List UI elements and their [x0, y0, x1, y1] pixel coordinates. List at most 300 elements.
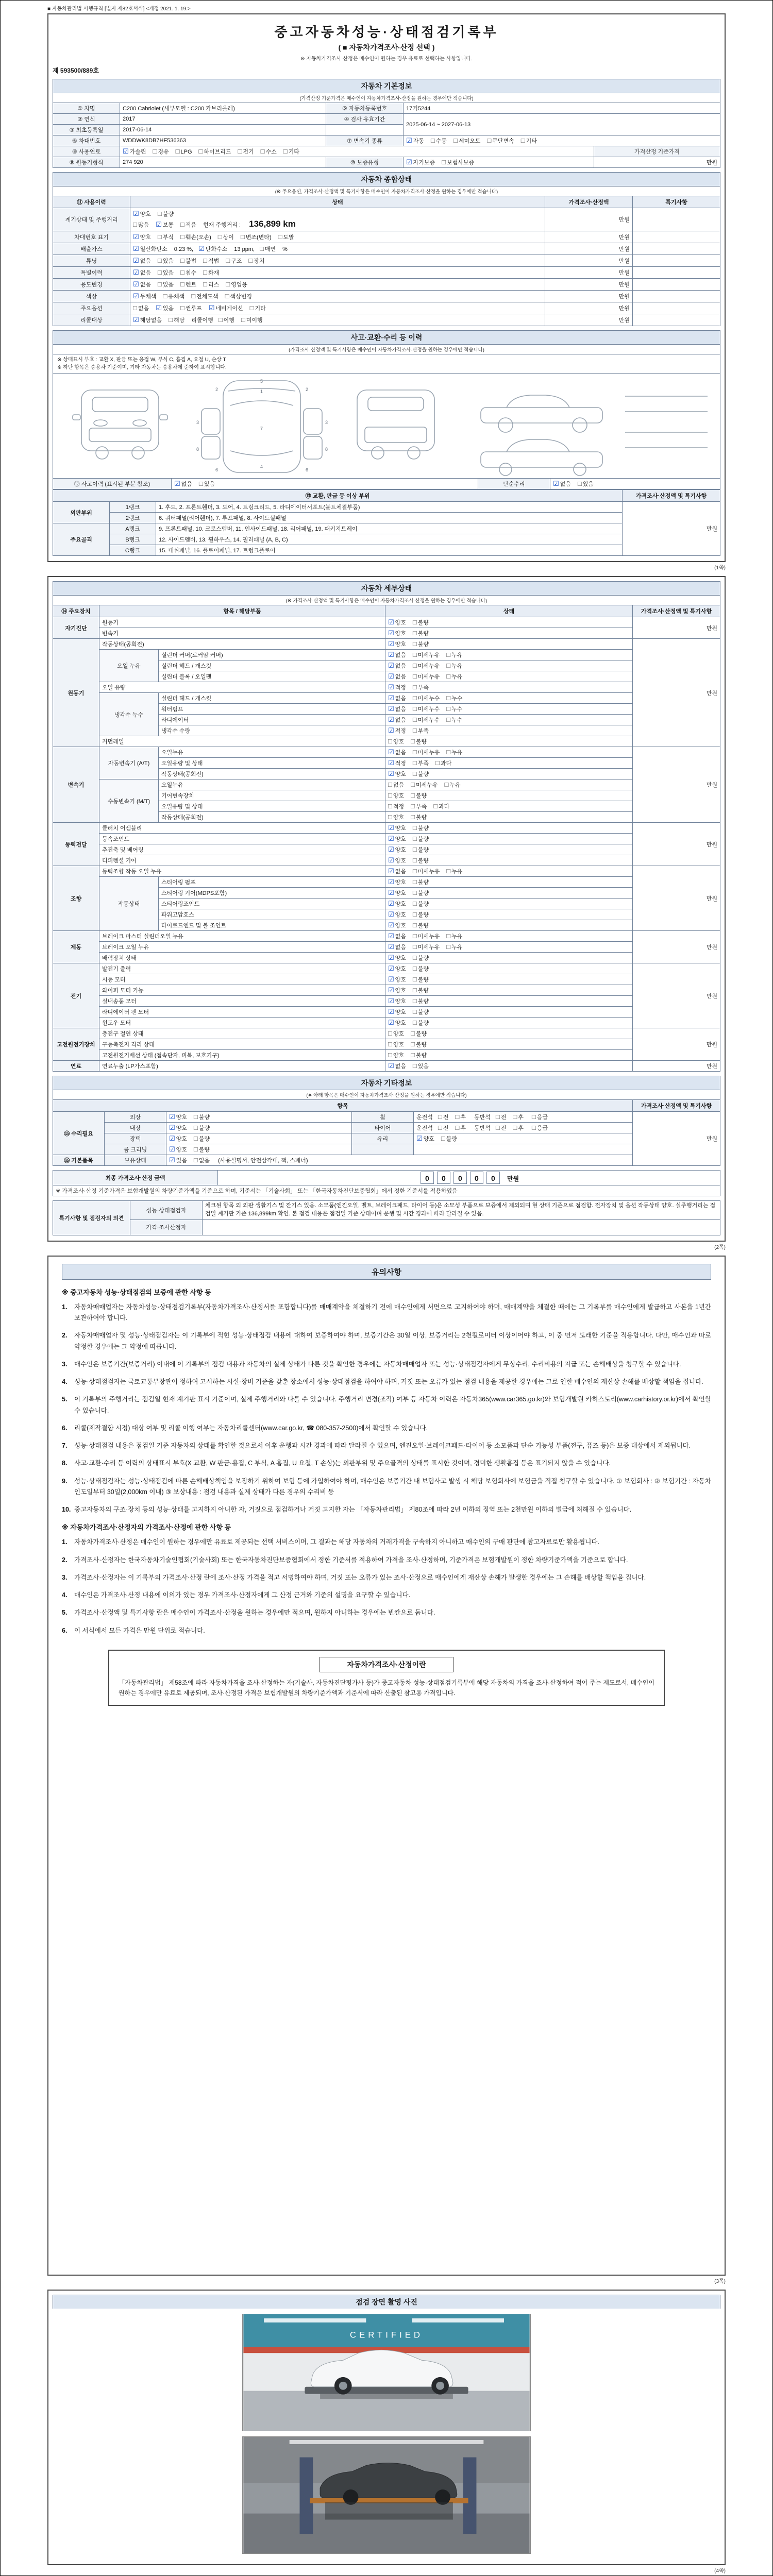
checkbox-있음[interactable] [169, 1156, 187, 1164]
checkbox-이행[interactable] [219, 316, 234, 324]
checkbox-미세누유[interactable] [413, 943, 440, 951]
checkbox-과다[interactable] [433, 802, 449, 810]
checkbox-없음[interactable] [388, 748, 406, 756]
exchange-row [53, 523, 720, 534]
checkbox-불량[interactable] [413, 1008, 429, 1016]
checkbox-무채색[interactable] [133, 292, 157, 300]
checkbox-전[interactable] [438, 1113, 449, 1121]
checkbox-양호[interactable] [169, 1134, 187, 1143]
checkbox-영업용[interactable] [226, 280, 247, 289]
checkbox-없음[interactable] [133, 257, 151, 265]
notice-list-appraisal [62, 1537, 711, 1636]
checkbox-불량[interactable] [158, 210, 174, 218]
checkbox-없음[interactable] [388, 651, 406, 659]
checkbox-양호[interactable] [388, 770, 406, 778]
checkbox-불량[interactable] [413, 835, 429, 843]
checkbox-미세누유[interactable] [411, 781, 438, 789]
checkbox-누유[interactable] [446, 672, 462, 681]
checkbox-있음[interactable] [156, 304, 174, 312]
checkbox-누유[interactable] [446, 748, 462, 756]
checkbox-불량[interactable] [413, 1019, 429, 1027]
checkbox-불량[interactable] [413, 640, 429, 648]
vehicle-name-value: C200 Cabriolet (세부모델 : C200 카브리올레) [120, 103, 326, 114]
checkbox-양호[interactable] [388, 791, 404, 800]
checkbox-전[interactable] [496, 1113, 507, 1121]
checkbox-없음[interactable] [388, 694, 406, 702]
checkbox-glyph: ☑ [133, 210, 139, 217]
checkbox-미세누수[interactable] [413, 694, 440, 702]
exchange-header: ⑬ 교환, 판금 등 이상 부위 [53, 490, 623, 502]
checkbox-label: 누유 [449, 782, 461, 788]
checkbox-자동[interactable] [406, 137, 424, 145]
note-cell [633, 255, 720, 267]
checkbox-있음[interactable] [158, 280, 174, 289]
checkbox-glyph: □ [412, 900, 417, 907]
page-mark-2: (2쪽) [714, 1244, 726, 1250]
checkbox-불량[interactable] [411, 1029, 427, 1038]
checkbox-양호[interactable] [388, 878, 406, 886]
checkbox-glyph: ☑ [388, 878, 394, 886]
checkbox-label: 화재 [208, 270, 220, 276]
detail-row [53, 877, 720, 888]
checkbox-전체도색[interactable] [191, 292, 218, 300]
checkbox-glyph: □ [495, 1124, 500, 1131]
checkbox-전기[interactable] [238, 147, 254, 156]
checkbox-없음[interactable] [388, 943, 406, 951]
checkbox-glyph: □ [412, 694, 417, 702]
usage-history-row [53, 279, 720, 291]
checkbox-없음[interactable] [388, 781, 404, 789]
item-state [385, 985, 633, 996]
checkbox-부족[interactable] [411, 802, 427, 810]
appraiser-label: 가격·조사산정자 [130, 1219, 203, 1235]
final-price-label: 최종 가격조사·산정 금액 [53, 1171, 218, 1185]
checkbox-label: 있음 [162, 282, 174, 288]
overall-header-state: 상태 [130, 196, 545, 208]
checkbox-일산화탄소[interactable] [133, 245, 167, 253]
checkbox-양호[interactable] [416, 1134, 434, 1143]
checkbox-label: 양호 [395, 977, 406, 983]
checkbox-적음[interactable] [180, 221, 196, 229]
note-cell [633, 208, 720, 231]
checkbox-label: 기타 [288, 149, 299, 155]
checkbox-없음[interactable] [388, 1062, 406, 1070]
checkbox-glyph: □ [241, 316, 245, 324]
checkbox-양호[interactable] [388, 813, 404, 821]
checkbox-렌트[interactable] [180, 280, 196, 289]
checkbox-glyph: □ [513, 1124, 517, 1131]
checkbox-glyph: □ [577, 480, 582, 487]
checkbox-label: 전체도색 [196, 294, 219, 300]
checkbox-glyph: □ [446, 694, 451, 702]
checkbox-부족[interactable] [413, 726, 429, 735]
checkbox-미이행[interactable] [241, 316, 263, 324]
field-label-name: ① 차명 [53, 103, 120, 114]
checkbox-불량[interactable] [411, 791, 427, 800]
checkbox-양호[interactable] [388, 1040, 404, 1048]
item-state [385, 920, 633, 931]
checkbox-있음[interactable] [413, 1062, 429, 1070]
checkbox-불량[interactable] [413, 986, 429, 994]
checkbox-label: 불량 [415, 739, 427, 745]
checkbox-양호[interactable] [169, 1124, 187, 1132]
checkbox-label: 미세누수 [417, 706, 440, 713]
checkbox-해당없음[interactable] [133, 316, 162, 324]
checkbox-label: 보통 [162, 222, 174, 228]
checkbox-유채색[interactable] [163, 292, 185, 300]
checkbox-없음[interactable] [194, 1156, 210, 1164]
detail-price-cell: 만원 [633, 617, 720, 639]
checkbox-응급[interactable] [532, 1113, 548, 1121]
checkbox-미세누유[interactable] [413, 662, 440, 670]
checkbox-양호[interactable] [388, 900, 406, 908]
svg-text:3: 3 [325, 420, 328, 425]
checkbox-glyph: □ [438, 1124, 442, 1131]
checkbox-label: 양호 [395, 966, 406, 972]
checkbox-색상변경[interactable] [225, 292, 252, 300]
checkbox-화재[interactable] [203, 268, 219, 277]
checkbox-양호[interactable] [388, 629, 406, 637]
price-cell: 만원 [545, 231, 633, 243]
checkbox-label: 무단변속 [492, 138, 514, 144]
section-title-basic: 자동차 기본정보 [53, 79, 720, 93]
detail-row [53, 931, 720, 942]
checkbox-기타[interactable] [283, 147, 299, 156]
checkbox-불량[interactable] [413, 997, 429, 1005]
checkbox-적정[interactable] [388, 759, 406, 767]
checkbox-glyph: ☑ [133, 292, 139, 300]
checkbox-미세누수[interactable] [413, 705, 440, 713]
checkbox-glyph: ☑ [388, 651, 394, 658]
checkbox-하이브리드[interactable] [199, 147, 231, 156]
checkbox-양호[interactable] [388, 835, 406, 843]
checkbox-불량[interactable] [441, 1134, 457, 1143]
note-cell [633, 279, 720, 291]
notice-item [62, 1537, 711, 1548]
checkbox-누유[interactable] [446, 943, 462, 951]
checkbox-상이[interactable] [218, 233, 234, 241]
checkbox-glyph: □ [180, 280, 184, 288]
checkbox-불량[interactable] [411, 813, 427, 821]
checkbox-양호[interactable] [133, 233, 151, 241]
item-label: 추진축 및 베어링 [99, 844, 385, 855]
checkbox-glyph: □ [412, 845, 417, 853]
checkbox-후[interactable] [455, 1113, 466, 1121]
checkbox-불량[interactable] [411, 1051, 427, 1059]
checkbox-불량[interactable] [411, 737, 427, 745]
checkbox-양호[interactable] [388, 986, 406, 994]
checkbox-경유[interactable] [153, 147, 169, 156]
checkbox-불량[interactable] [413, 900, 429, 908]
notice-item-number: 9. [62, 1477, 68, 1485]
detail-row [53, 963, 720, 974]
checkbox-label: 장치 [254, 258, 265, 264]
document-header [53, 19, 720, 63]
checkbox-탄화수소[interactable] [198, 245, 227, 253]
checkbox-없음[interactable] [388, 705, 406, 713]
checkbox-양호[interactable] [388, 964, 406, 973]
checkbox-label: 양호 [140, 211, 151, 217]
checkbox-불량[interactable] [413, 954, 429, 962]
checkbox-불량[interactable] [194, 1113, 210, 1121]
checkbox-매연[interactable] [260, 245, 276, 253]
checkbox-수소[interactable] [261, 147, 277, 156]
checkbox-양호[interactable] [133, 210, 151, 218]
usage-history-row [53, 302, 720, 314]
checkbox-리스[interactable] [203, 280, 219, 289]
checkbox-없음[interactable] [133, 280, 151, 289]
checkbox-보험사보증[interactable] [442, 158, 474, 166]
checkbox-label: 양호 [176, 1114, 187, 1121]
checkbox-label: 양호 [393, 739, 405, 745]
checkbox-label: 양호 [140, 234, 151, 241]
detail-row [53, 1050, 720, 1061]
checkbox-적정[interactable] [388, 726, 406, 735]
checkbox-label: 적정 [393, 804, 405, 810]
checkbox-불량[interactable] [413, 856, 429, 865]
checkbox-불량[interactable] [413, 889, 429, 897]
checkbox-LPG[interactable] [176, 147, 192, 155]
notice-item-text: 가격조사·산정자는 한국자동차기술인협회(기술사회) 또는 한국자동차진단보증협회에서 정한 기준서를 적용하여 가격을 조사·산정하며, 기준가격은 보험개발원이 정한 차량기준가액을 기준으로 합니다. [74, 1556, 628, 1564]
checkbox-누수[interactable] [446, 694, 462, 702]
note-cell [633, 243, 720, 255]
checkbox-양호[interactable] [388, 845, 406, 854]
checkbox-glyph: □ [388, 1040, 392, 1048]
checkbox-glyph: ☑ [388, 835, 394, 842]
checkbox-누유[interactable] [446, 867, 462, 875]
checkbox-불량[interactable] [413, 770, 429, 778]
notice-item [62, 1423, 711, 1434]
checkbox-양호[interactable] [388, 1029, 404, 1038]
checkbox-불량[interactable] [413, 824, 429, 832]
item-label: 동력조향 작동 오일 누유 [99, 866, 385, 877]
checkbox-전[interactable] [438, 1124, 449, 1132]
exchange-price-cell: 만원 [623, 502, 720, 556]
checkbox-미세누유[interactable] [413, 748, 440, 756]
checkbox-적법[interactable] [203, 257, 219, 265]
checkbox-불량[interactable] [413, 921, 429, 929]
detail-row [53, 974, 720, 985]
checkbox-양호[interactable] [388, 737, 404, 745]
checkbox-없음[interactable] [133, 268, 151, 277]
checkbox-glyph: □ [388, 781, 392, 788]
checkbox-네비게이션[interactable] [209, 304, 243, 312]
checkbox-없음[interactable] [388, 662, 406, 670]
checkbox-누유[interactable] [445, 781, 461, 789]
notice-item-text: 가격조사·산정자는 이 기록부의 가격조사·산정 란에 조사·산정 가격을 적고 서명하여야 하며, 거짓 또는 오류가 있는 조사·산정으로 매수인에게 재산상 손해가 발생한 경우에는 그 손해를 배상할 책임을 집니다. [74, 1573, 646, 1581]
checkbox-양호[interactable] [388, 921, 406, 929]
checkbox-불량[interactable] [413, 618, 429, 626]
checkbox-glyph: □ [157, 280, 162, 288]
notice-item [62, 1330, 711, 1352]
checkbox-glyph: □ [412, 1019, 417, 1026]
checkbox-glyph: □ [446, 672, 451, 680]
checkbox-세미오토[interactable] [453, 137, 480, 145]
checkbox-누수[interactable] [446, 705, 462, 713]
checkbox-없음[interactable] [133, 304, 149, 312]
checkbox-있음[interactable] [158, 268, 174, 277]
checkbox-보통[interactable] [156, 221, 174, 229]
checkbox-양호[interactable] [388, 640, 406, 648]
glass-options [414, 1133, 633, 1144]
checkbox-불량[interactable] [413, 910, 429, 919]
checkbox-무단변속[interactable] [487, 137, 514, 145]
checkbox-훼손(오손)[interactable] [180, 233, 211, 241]
checkbox-없음[interactable] [553, 480, 571, 488]
checkbox-누유[interactable] [446, 932, 462, 940]
checkbox-도말[interactable] [278, 233, 294, 241]
checkbox-없음[interactable] [388, 867, 406, 875]
usage-history-row [53, 314, 720, 326]
checkbox-없음[interactable] [388, 672, 406, 681]
checkbox-label: 불량 [417, 912, 429, 918]
checkbox-불량[interactable] [194, 1124, 210, 1132]
checkbox-양호[interactable] [388, 975, 406, 984]
checkbox-변조(변타)[interactable] [241, 233, 272, 241]
checkbox-가솔린[interactable] [123, 147, 146, 156]
checkbox-label: 불량 [415, 1042, 427, 1048]
checkbox-불량[interactable] [194, 1134, 210, 1143]
checkbox-양호[interactable] [388, 824, 406, 832]
checkbox-해당[interactable] [169, 316, 184, 324]
checkbox-불법[interactable] [180, 257, 196, 265]
checkbox-없음[interactable] [388, 932, 406, 940]
checkbox-누유[interactable] [446, 651, 462, 659]
notice-item-text: 이 서식에서 모든 가격은 만원 단위로 적습니다. [74, 1626, 205, 1634]
checkbox-glyph: ☑ [388, 748, 394, 756]
document-title: 중고자동차성능·상태점검기록부 [274, 24, 499, 40]
checkbox-양호[interactable] [388, 1051, 404, 1059]
checkbox-불량[interactable] [413, 629, 429, 637]
checkbox-양호[interactable] [388, 954, 406, 962]
checkbox-label: 양호 [395, 901, 406, 907]
checkbox-불량[interactable] [413, 878, 429, 886]
checkbox-양호[interactable] [388, 910, 406, 919]
checkbox-있음[interactable] [199, 480, 215, 488]
item-label: 실린더 커버(로커암 커버) [159, 650, 385, 660]
checkbox-glyph: □ [240, 233, 245, 241]
item-group-label: 수동변속기 (M/T) [99, 779, 159, 823]
checkbox-glyph: □ [412, 835, 417, 842]
notice-item [62, 1625, 711, 1636]
checkbox-기타[interactable] [521, 137, 537, 145]
checkbox-침수[interactable] [180, 268, 196, 277]
checkbox-기타[interactable] [250, 304, 266, 312]
checkbox-자기보증[interactable] [406, 158, 435, 166]
checkbox-glyph: □ [412, 748, 417, 756]
checkbox-미세누유[interactable] [413, 932, 440, 940]
checkbox-label: 양호 [423, 1136, 434, 1142]
state-line [133, 256, 542, 265]
checkbox-glyph: ☑ [156, 304, 162, 312]
checkbox-있음[interactable] [578, 480, 594, 488]
checkbox-label: 불량 [417, 1020, 429, 1026]
item-state [385, 899, 633, 909]
panel-category: 주요골격 [53, 523, 110, 556]
notice-item [62, 1359, 711, 1370]
checkbox-불량[interactable] [413, 975, 429, 984]
checkbox-label: 있음 [162, 258, 174, 264]
checkbox-썬루프[interactable] [180, 304, 202, 312]
overall-state-table [53, 196, 720, 326]
sheet-3-notice [47, 1256, 726, 2276]
checkbox-label: 양호 [395, 955, 406, 961]
checkbox-양호[interactable] [388, 1019, 406, 1027]
checkbox-label: 부족 [417, 760, 429, 767]
checkbox-label: 침수 [185, 270, 197, 276]
checkbox-label: 양호 [395, 1009, 406, 1015]
checkbox-불량[interactable] [413, 845, 429, 854]
base-price-unit: 만원 [594, 157, 720, 168]
inspection-period-value: 2025-06-14 ~ 2027-06-13 [404, 114, 720, 135]
checkbox-label: 양호 [395, 847, 406, 853]
state-line [133, 292, 542, 301]
checkbox-전[interactable] [496, 1124, 507, 1132]
checkbox-후[interactable] [513, 1124, 524, 1132]
checkbox-후[interactable] [455, 1124, 466, 1132]
checkbox-누수[interactable] [446, 716, 462, 724]
checkbox-부족[interactable] [413, 759, 429, 767]
checkbox-glyph: □ [157, 268, 162, 276]
checkbox-미세누유[interactable] [413, 651, 440, 659]
checkbox-양호[interactable] [388, 997, 406, 1005]
checkbox-불량[interactable] [194, 1145, 210, 1154]
checkbox-미세누수[interactable] [413, 716, 440, 724]
checkbox-불량[interactable] [413, 964, 429, 973]
checkbox-미세누유[interactable] [413, 867, 440, 875]
sheet-2 [47, 576, 726, 1242]
final-price-note: ※ 가격조사·산정 기준가격은 보험개발원의 차량기준가액을 기준으로 하며, 기준서는 「기술사회」 또는 「한국자동차진단보증협회」에서 정한 기준서를 적용하였음 [53, 1185, 720, 1196]
checkbox-누유[interactable] [446, 662, 462, 670]
checkbox-부족[interactable] [413, 683, 429, 691]
checkbox-없음[interactable] [174, 480, 192, 488]
checkbox-불량[interactable] [411, 1040, 427, 1048]
checkbox-label: 없음 [395, 944, 406, 951]
detail-row [53, 1039, 720, 1050]
usage-state [130, 314, 545, 326]
checkbox-glyph: □ [412, 662, 417, 669]
checkbox-glyph: ☑ [388, 672, 394, 680]
checkbox-부식[interactable] [158, 233, 174, 241]
checkbox-적정[interactable] [388, 802, 404, 810]
checkbox-후[interactable] [513, 1113, 524, 1121]
checkbox-구조[interactable] [226, 257, 242, 265]
checkbox-glyph: ☑ [388, 856, 394, 864]
checkbox-많음[interactable] [133, 221, 149, 229]
checkbox-장치[interactable] [248, 257, 264, 265]
checkbox-양호[interactable] [388, 618, 406, 626]
checkbox-glyph: □ [487, 137, 492, 144]
checkbox-양호[interactable] [388, 889, 406, 897]
checkbox-응급[interactable] [532, 1124, 548, 1132]
checkbox-적정[interactable] [388, 683, 406, 691]
checkbox-있음[interactable] [158, 257, 174, 265]
checkbox-양호[interactable] [169, 1145, 187, 1154]
checkbox-수동[interactable] [431, 137, 447, 145]
checkbox-양호[interactable] [388, 1008, 406, 1016]
checkbox-미세누유[interactable] [413, 672, 440, 681]
appraisal-info-text: 「자동차관리법」 제58조에 따라 자동차가격을 조사·산정하는 자(기술사, 자동차진단평가사 등)가 중고자동차 성능·상태점검기록부에 해당 자동차의 가격을 조사·산정하여 적어 주는 제도로서, 매수인이 원하는 경우에만 유료로 제공되며, 조사·산정된 가격은 보험개발원의 차량기준가액과 기준서에 따라 산출된 참고용 가격입니다. [119, 1679, 654, 1697]
checkbox-과다[interactable] [435, 759, 451, 767]
checkbox-양호[interactable] [169, 1113, 187, 1121]
car-side-left-outline [481, 408, 602, 423]
item-label: 변속기 [99, 628, 385, 639]
item-label: 고전원전기배선 상태 (접속단자, 피복, 보호기구) [99, 1050, 385, 1061]
checkbox-없음[interactable] [388, 716, 406, 724]
checkbox-양호[interactable] [388, 856, 406, 865]
item-group-label: 냉각수 누수 [99, 693, 159, 736]
legend-line-1: ※ 상태표시 부호 : 교환 X, 판금 또는 용접 W, 부식 C, 흠집 A, 요철 U, 손상 T [57, 357, 226, 363]
